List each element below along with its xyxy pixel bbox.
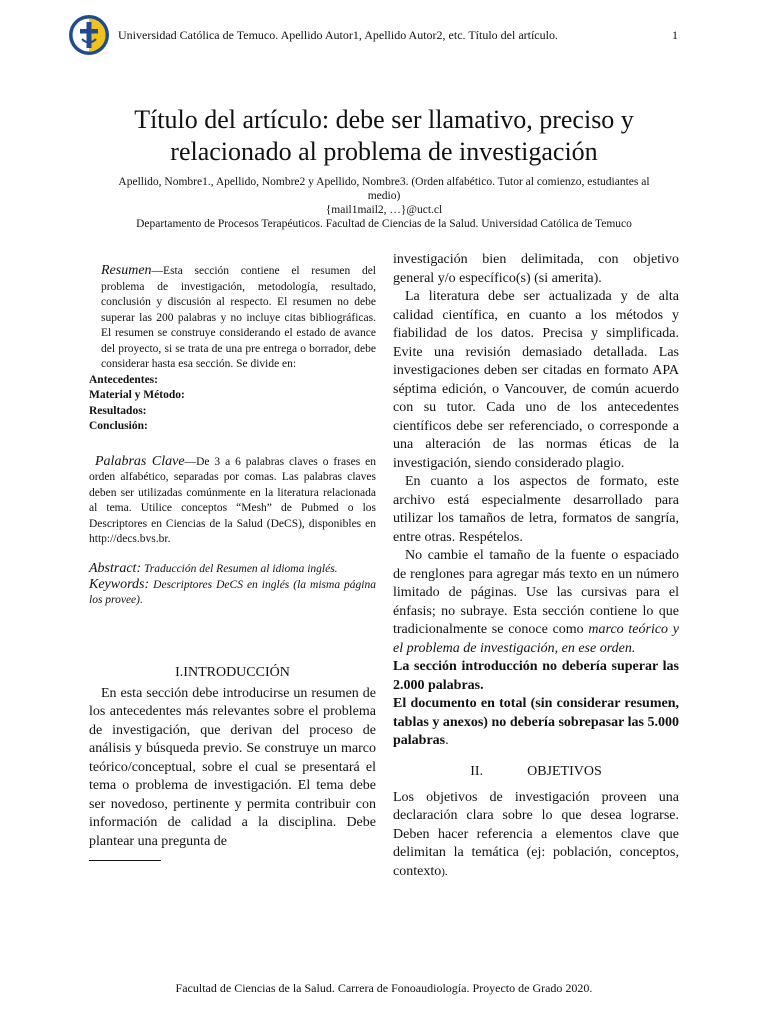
keywords-dash: —	[184, 455, 197, 468]
keywords	[89, 454, 376, 548]
objectives-title: OBJETIVOS	[527, 763, 602, 779]
title-block	[80, 104, 688, 231]
intro-paragraph-continued: investigación bien delimitada, con objetivo general y/o específico(s) (si amerita).	[393, 252, 679, 286]
intro-paragraph-2: La literatura debe ser actualizada y de alta calidad científica, en cuanto a los métodos y fiabilidad de los datos. Precisa y simplificada. Evite una revisión demasiado detallada. Las investigaciones deben ser citadas en formato APA séptima edición, o Vancouver, de común acuerdo con su tutor. Cada uno de los antecedentes científicos debe ser referenciado, o corresponde a una alteración de las normas éticas de la investigación, siendo considerado plagio.	[393, 289, 679, 471]
abstract-label: Resumen	[101, 263, 152, 278]
intro-heading: I.INTRODUCCIÓN	[175, 664, 290, 680]
objectives-text: Los objetivos de investigación proveen una declaración clara sobre lo que desea lograrse. Deben hacer referencia a elementos clave que delimitan la temática (ej: población, conceptos, contexto	[393, 789, 679, 879]
abstract-item: Material y Método:	[89, 389, 185, 401]
right-column	[393, 251, 679, 881]
page-footer: Facultad de Ciencias de la Salud. Carrera de Fonoaudiología. Proyecto de Grado 2020.	[175, 981, 593, 995]
abstract-en-text: Traducción del Resumen al idioma inglés.	[143, 562, 338, 575]
objectives-number: II.	[470, 763, 484, 779]
footnote-separator	[89, 860, 161, 861]
intro-paragraph: En esta sección debe introducirse un resumen de los antecedentes más relevantes sobre el problema de investigación, que derivan del proceso de análisis y búsqueda previo. Se construye un marco teórico/conceptual, sobre el cual se presentará el tema o problema de investigación. El tema debe ser novedoso, pertinente y permita contribuir con información de calidad a la disciplina. Debe plantear una pregunta de	[89, 685, 376, 849]
keywords-text: De 3 a 6 palabras claves o frases en orden alfabético, separadas por comas. Las palabras claves deben ser utilizadas comúnmente en la literatura relacionada al tema. Utilice conceptos “Mesh” de Pubmed o los Descriptores en Ciencias de la Salud (DeCS), disponibles en http://decs.bvs.br.	[89, 455, 377, 545]
abstract-dash: —	[151, 265, 164, 277]
document-word-limit	[393, 695, 679, 751]
page-header	[68, 12, 708, 58]
keywords-en-text: Descriptores DeCS en inglés (la misma página los provee).	[89, 578, 377, 606]
abstract-en-label: Abstract:	[89, 560, 142, 576]
keywords-label: Palabras Clave	[95, 453, 185, 469]
abstract-item: Antecedentes:	[89, 373, 158, 386]
objectives-end: ).	[441, 865, 448, 878]
intro-word-limit: La sección introducción no debería superar las 2.000 palabras.	[393, 659, 679, 693]
objectives-paragraph	[393, 789, 679, 882]
left-column	[89, 263, 376, 861]
department: Departamento de Procesos Terapéuticos. Facultad de Ciencias de la Salud. Universidad Católica de Temuco	[136, 218, 632, 230]
page-number: 1	[672, 28, 678, 42]
abstract	[89, 263, 376, 373]
author-emails: {mail1mail2, …}@uct.cl	[325, 204, 443, 216]
document-word-limit-text: El documento en total (sin considerar resumen, tablas y anexos) no debería sobrepasar las 5.000 palabras	[393, 696, 679, 748]
article-title-line-2: relacionado al problema de investigación	[170, 137, 598, 166]
authors: Apellido, Nombre1., Apellido, Nombre2 y Apellido, Nombre3. (Orden alfabético. Tutor al comienzo, estudiantes al medio)	[118, 176, 650, 202]
intro-paragraph-3: En cuanto a los aspectos de formato, este archivo está especialmente desarrollado para utilizar los tamaños de letra, formatos de sangría, entre otras. Respételos.	[393, 474, 679, 545]
keywords-en-label: Keywords:	[89, 576, 150, 592]
intro-p4-emphasis: marco teórico y el problema de investigación, en ese orden.	[393, 622, 679, 656]
article-title-line-1: Título del artículo: debe ser llamativo, preciso y	[134, 105, 634, 134]
document-word-limit-end: .	[445, 733, 449, 748]
abstract-english	[89, 561, 376, 608]
abstract-text: Esta sección contiene el resumen del problema de investigación, metodología, resultado, conclusión y discusión al respecto. El resumen no debe superar las 200 palabras y no incluye citas bibliográficas. El resumen se construye considerando el estado de avance del proyecto, si se trata de una pre entrega o borrador, debe considerar hasta esa sección. Se divide en:	[101, 265, 376, 370]
running-header: Universidad Católica de Temuco. Apellido Autor1, Apellido Autor2, etc. Título del artículo.	[118, 28, 558, 42]
objectives-heading	[393, 763, 679, 781]
article-title	[80, 104, 688, 168]
intro-paragraph-4	[393, 547, 679, 658]
abstract-item: Conclusión:	[89, 420, 148, 432]
university-logo-icon	[68, 14, 110, 56]
abstract-item: Resultados:	[89, 404, 147, 417]
intro-p4-text: No cambie el tamaño de la fuente o espaciado de renglones para agregar más texto en un número limitado de páginas. Use las cursivas para el énfasis; no subraye. Esta sección contiene lo que tradicionalmente se conoce como	[393, 548, 679, 637]
